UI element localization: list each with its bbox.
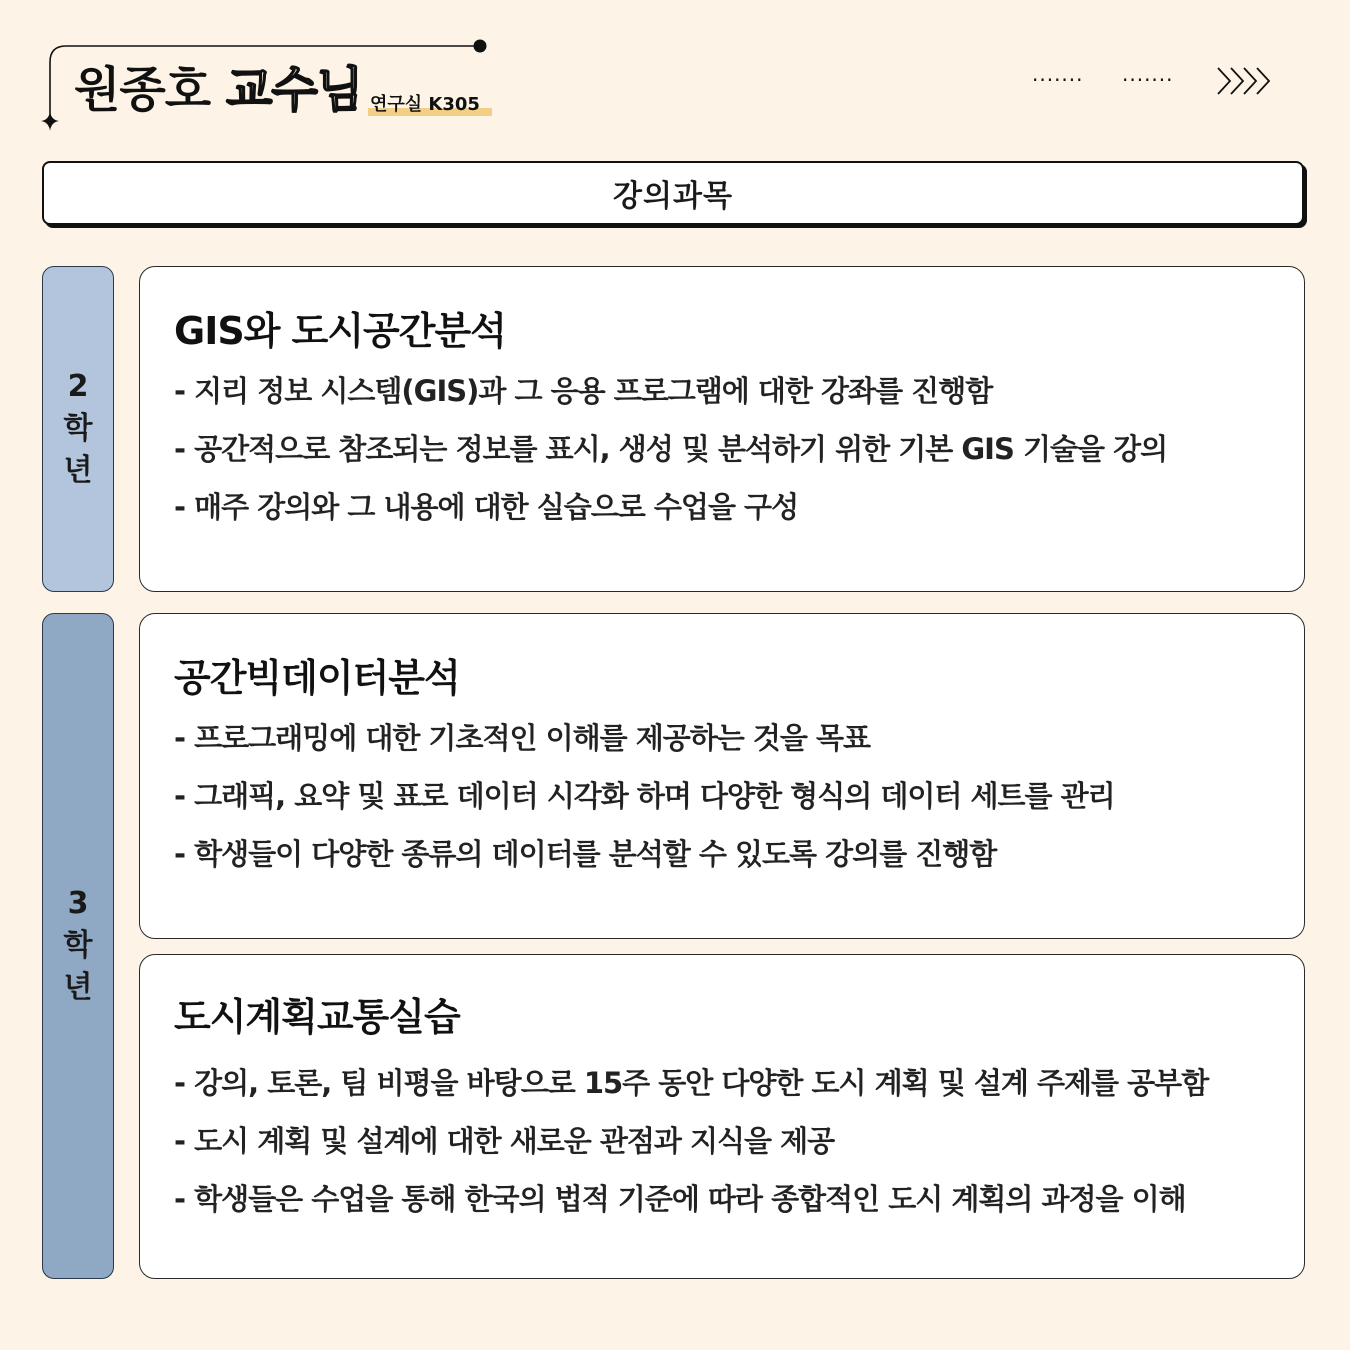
course-title: 도시계획교통실습 [174, 995, 460, 1039]
chevrons-right-icon [1216, 66, 1280, 98]
header-dot-icon [474, 40, 487, 53]
sparkle-icon [41, 111, 59, 131]
year-label-char: 년 [63, 970, 93, 1005]
dots-decoration-1: ....... [1032, 62, 1084, 86]
course-description-item: - 강의, 토론, 팀 비평을 바탕으로 15주 동안 다양한 도시 계획 및 설계 주제를 공부함 [174, 1066, 1209, 1100]
course-description-item: - 매주 강의와 그 내용에 대한 실습으로 수업을 구성 [174, 490, 799, 524]
course-description-item: - 학생들이 다양한 종류의 데이터를 분석할 수 있도록 강의를 진행함 [174, 837, 997, 871]
course-title: GIS와 도시공간분석 [174, 309, 506, 353]
dots-decoration-2: ....... [1122, 62, 1174, 86]
course-description-item: - 지리 정보 시스템(GIS)과 그 응용 프로그램에 대한 강좌를 진행함 [174, 374, 993, 408]
year-number: 3 [67, 886, 89, 921]
professor-title: 교수님 [226, 62, 363, 118]
course-description-item: - 공간적으로 참조되는 정보를 표시, 생성 및 분석하기 위한 기본 GIS 기술을 강의 [174, 432, 1168, 466]
course-card-urban-planning [139, 954, 1305, 1279]
course-description-list [174, 718, 1115, 892]
course-card-spatial-bigdata [139, 613, 1305, 939]
course-description-list [174, 371, 1167, 545]
lab-room: 연구실 K305 [370, 94, 480, 115]
section-title-bar [42, 161, 1304, 225]
page-header [0, 0, 1350, 150]
course-description-item: - 프로그래밍에 대한 기초적인 이해를 제공하는 것을 목표 [174, 721, 871, 755]
professor-name: 원종호 [74, 62, 211, 118]
year-label-char: 학 [63, 928, 93, 963]
course-card-gis [139, 266, 1305, 592]
section-title: 강의과목 [613, 179, 733, 214]
course-title: 공간빅데이터분석 [174, 656, 460, 700]
year-tab-2 [42, 266, 114, 592]
course-description-item: - 도시 계획 및 설계에 대한 새로운 관점과 지식을 제공 [174, 1124, 835, 1158]
year-number: 2 [67, 369, 89, 404]
year-label-char: 년 [63, 453, 93, 488]
year-label-char: 학 [63, 411, 93, 446]
course-description-item: - 그래픽, 요약 및 표로 데이터 시각화 하며 다양한 형식의 데이터 세트를 관리 [174, 779, 1115, 813]
course-description-item: - 학생들은 수업을 통해 한국의 법적 기준에 따라 종합적인 도시 계획의 과정을 이해 [174, 1182, 1186, 1216]
course-description-list [174, 1063, 1208, 1237]
year-tab-3 [42, 613, 114, 1279]
